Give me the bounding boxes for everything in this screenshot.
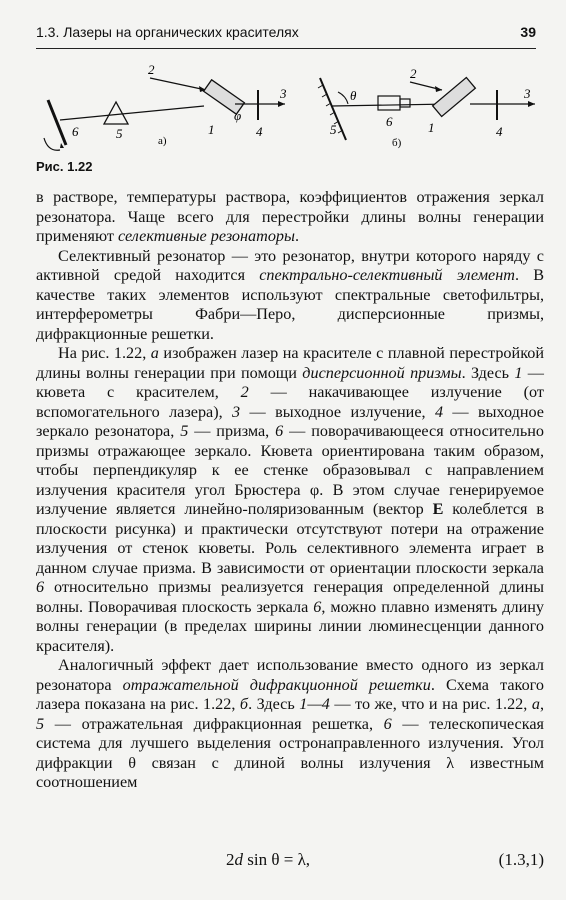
panel-b-label: б) — [392, 137, 402, 149]
telescope-6-b — [378, 96, 400, 110]
label-6-a: 6 — [72, 124, 79, 139]
label-1-a: 1 — [208, 122, 215, 137]
prism-5-a — [104, 102, 128, 124]
running-header — [36, 22, 536, 49]
label-2-a: 2 — [148, 62, 155, 77]
rotation-arrow-icon — [44, 138, 60, 150]
section-title: 1.3. Лазеры на органических красителях — [36, 24, 299, 40]
equation-1-3-1 — [36, 850, 544, 874]
paragraph-1: в растворе, температуры раствора, коэффициентов отражения зеркал резонатора. Чаще всего для перестройки длины волны генерации применяют селективные резонаторы. — [36, 188, 544, 245]
figure-caption: Рис. 1.22 — [36, 159, 93, 174]
equation-number: (1.3,1) — [498, 850, 544, 869]
panel-a — [44, 62, 287, 150]
label-3-a: 3 — [280, 86, 287, 101]
panel-b — [318, 66, 535, 149]
label-6-b: 6 — [386, 114, 393, 129]
paragraph-3: На рис. 1.22, а изображен лазер на красителе с плавной перестройкой длины волны генерации при помощи дисперсионной призмы. Здесь 1 — кювета с красителем, 2 — накачивающее излучение (от вспомогательного лазера), 3 — выходное излучение, 4 — выходное зеркало резонатора, 5 — призма, 6 — поворачивающееся относительно призмы отражающее зеркало. Кювета ориентирована таким образом, чтобы перпендикуляр к ее стенке образовывал с направлением излучения красителя угол Брюстера φ. В этом случае генерируемое излучение является линейно-поляризованным (вектор E колеблется в плоскости рисунка) и практически отсутствуют потери на отражение излучения от стенок кюветы. Роль селективного элемента играет в данном случае призма. В зависимости от ориентации плоскости зеркала 6 относительно призмы реализуется генерация определенной длины волны. Поворачивая плоскость зеркала 6, можно плавно изменять длину волны генерации (в пределах ширины линии люминесценции данного красителя). — [36, 344, 545, 655]
label-4-b: 4 — [496, 124, 503, 139]
panel-a-label: а) — [158, 135, 167, 147]
cuvette-1-b — [433, 77, 476, 116]
pump-beam-2-a — [150, 78, 206, 90]
label-phi-a: φ — [234, 108, 242, 123]
label-4-a: 4 — [256, 124, 263, 139]
label-theta-b: θ — [350, 88, 357, 103]
page-number: 39 — [520, 24, 536, 40]
label-5-b: 5 — [330, 122, 337, 137]
mirror-6-a — [48, 100, 66, 145]
paragraph-4: Аналогичный эффект дает использование вместо одного из зеркал резонатора отражательной дифракционной решетки. Схема такого лазера показана на рис. 1.22, б. Здесь 1—4 — то же, что и на рис. 1.22, а, 5 — отражательная дифракционная решетка, 6 — телескопическая система для лучшего выделения остронаправленного излучения. Угол дифракции θ связан с длиной волны излучения λ известным соотношением — [36, 656, 545, 791]
label-3-b: 3 — [524, 86, 531, 101]
label-1-b: 1 — [428, 120, 435, 135]
label-2-b: 2 — [410, 66, 417, 81]
equation-expression: 2d sin θ = λ, — [226, 850, 311, 869]
body-text — [36, 188, 544, 793]
label-5-a: 5 — [116, 126, 123, 141]
paragraph-2: Селективный резонатор — это резонатор, внутри которого наряду с активной средой находится спектрально-селективный элемент. В качестве таких элементов используют спектральные светофильтры, интерферометры Фабри—Перо, дисперсионные призмы, дифракционные решетки. — [36, 246, 544, 343]
figure-1-22 — [30, 60, 550, 172]
